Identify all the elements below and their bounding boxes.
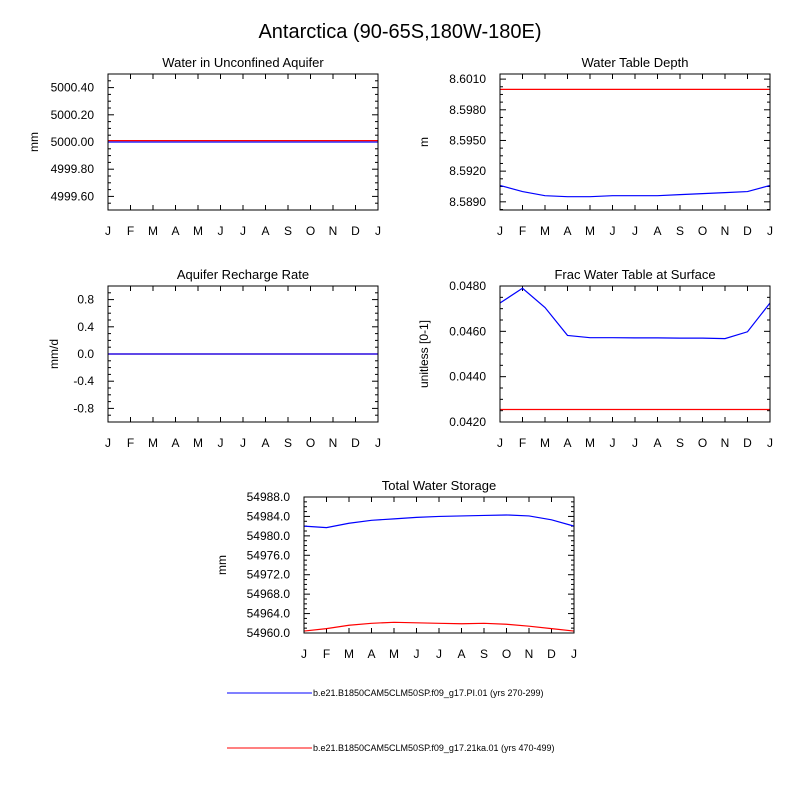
x-tick-label: O (305, 436, 316, 450)
y-tick-label: 8.6010 (449, 72, 486, 87)
x-tick-label: S (675, 224, 685, 238)
y-axis-label: m (417, 137, 431, 147)
series-line-blue (500, 185, 770, 196)
legend-entry (227, 743, 555, 753)
x-tick-label: J (571, 647, 577, 661)
x-tick-label: J (240, 224, 246, 238)
panel-frac-water-table-at-surface (417, 267, 773, 450)
chart-panels (27, 55, 773, 661)
y-tick-label: 8.5920 (449, 164, 486, 179)
y-tick-label: 4999.60 (50, 189, 94, 204)
x-tick-label: J (105, 224, 111, 238)
y-tick-label: 54960.0 (246, 626, 290, 640)
x-tick-label: A (653, 436, 662, 450)
y-tick-label: 54964.0 (246, 606, 290, 621)
panel-title: Total Water Storage (381, 478, 497, 493)
panel-title: Water in Unconfined Aquifer (162, 55, 324, 70)
y-tick-label: 4999.80 (50, 162, 94, 177)
x-tick-label: J (609, 436, 616, 450)
y-tick-label: -0.4 (73, 374, 94, 389)
y-tick-label: 5000.00 (50, 135, 94, 149)
x-tick-label: N (720, 436, 730, 450)
plot-frame (304, 497, 574, 633)
x-tick-label: M (148, 436, 158, 450)
y-tick-label: 54968.0 (246, 587, 290, 602)
y-tick-label: 5000.40 (50, 80, 94, 95)
x-tick-label: N (328, 436, 338, 450)
x-tick-label: M (585, 436, 595, 450)
x-tick-label: A (367, 647, 376, 661)
panel-title: Water Table Depth (581, 55, 689, 70)
x-tick-label: F (322, 647, 331, 661)
figure-title: Antarctica (90-65S,180W-180E) (258, 21, 542, 43)
y-tick-label: 54988.0 (246, 490, 290, 504)
x-tick-label: J (375, 224, 381, 238)
x-tick-label: J (375, 436, 381, 450)
x-tick-label: D (743, 436, 752, 450)
legend-entry (227, 688, 543, 698)
x-tick-label: J (767, 436, 773, 450)
x-tick-label: A (261, 436, 270, 450)
x-tick-label: S (283, 224, 293, 238)
legend (227, 688, 555, 753)
panel-title: Aquifer Recharge Rate (176, 267, 310, 282)
x-tick-label: N (720, 224, 730, 238)
y-tick-label: 0.4 (77, 319, 94, 334)
x-tick-label: N (328, 224, 338, 238)
x-tick-label: D (547, 647, 556, 661)
x-tick-label: A (171, 224, 180, 238)
y-tick-label: 0.0440 (449, 369, 486, 384)
panel-water-in-unconfined-aquifer (27, 55, 381, 238)
legend-label: b.e21.B1850CAM5CLM50SP.f09_g17.21ka.01 (yrs 470-499) (313, 743, 555, 753)
x-tick-label: S (675, 436, 685, 450)
y-axis-label: unitless [0-1] (417, 319, 431, 389)
plot-frame (500, 286, 770, 422)
x-tick-label: J (497, 224, 503, 238)
y-tick-label: 8.5980 (449, 102, 486, 117)
x-tick-label: D (351, 224, 360, 238)
y-axis-label: mm (27, 132, 41, 152)
y-tick-label: 5000.20 (50, 107, 94, 122)
x-tick-label: M (193, 436, 203, 450)
x-tick-label: J (632, 436, 638, 450)
x-tick-label: J (609, 224, 616, 238)
x-tick-label: D (351, 436, 360, 450)
y-tick-label: 8.5950 (449, 133, 486, 148)
panel-aquifer-recharge-rate (47, 267, 381, 450)
x-tick-label: S (283, 436, 293, 450)
x-tick-label: F (126, 224, 135, 238)
y-tick-label: 54972.0 (246, 567, 290, 582)
y-axis-label: mm (215, 555, 229, 575)
y-tick-label: 0.8 (77, 292, 94, 307)
x-tick-label: F (518, 436, 527, 450)
x-tick-label: A (457, 647, 466, 661)
x-tick-label: J (217, 224, 224, 238)
x-tick-label: A (171, 436, 180, 450)
y-tick-label: 54980.0 (246, 528, 290, 543)
panel-water-table-depth (417, 55, 773, 238)
x-tick-label: O (697, 436, 708, 450)
x-tick-label: M (540, 436, 550, 450)
x-tick-label: M (193, 224, 203, 238)
plot-frame (500, 74, 770, 210)
x-tick-label: J (217, 436, 224, 450)
x-tick-label: M (148, 224, 158, 238)
x-tick-label: J (413, 647, 420, 661)
x-tick-label: O (501, 647, 512, 661)
legend-label: b.e21.B1850CAM5CLM50SP.f09_g17.PI.01 (yrs 270-299) (313, 688, 544, 698)
x-tick-label: A (653, 224, 662, 238)
y-axis-label: mm/d (47, 339, 61, 369)
x-tick-label: J (767, 224, 773, 238)
x-tick-label: J (301, 647, 307, 661)
x-tick-label: M (344, 647, 354, 661)
series-line-blue (304, 515, 574, 528)
y-tick-label: 0.0420 (449, 415, 486, 429)
x-tick-label: F (518, 224, 527, 238)
y-tick-label: 0.0480 (449, 279, 486, 293)
x-tick-label: J (632, 224, 638, 238)
x-tick-label: N (524, 647, 534, 661)
x-tick-label: J (240, 436, 246, 450)
x-tick-label: M (585, 224, 595, 238)
y-tick-label: 0.0460 (449, 324, 486, 339)
x-tick-label: J (436, 647, 442, 661)
y-tick-label: 54976.0 (246, 548, 290, 563)
x-tick-label: O (697, 224, 708, 238)
x-tick-label: J (105, 436, 111, 450)
y-tick-label: 0.0 (77, 347, 94, 361)
y-tick-label: -0.8 (73, 401, 94, 416)
y-tick-label: 8.5890 (449, 194, 486, 209)
x-tick-label: J (497, 436, 503, 450)
x-tick-label: S (479, 647, 489, 661)
x-tick-label: A (563, 224, 572, 238)
panel-total-water-storage (215, 478, 577, 661)
x-tick-label: D (743, 224, 752, 238)
x-tick-label: O (305, 224, 316, 238)
x-tick-label: A (563, 436, 572, 450)
series-line-blue (500, 288, 770, 338)
x-tick-label: F (126, 436, 135, 450)
x-tick-label: M (389, 647, 399, 661)
x-tick-label: A (261, 224, 270, 238)
y-tick-label: 54984.0 (246, 509, 290, 524)
x-tick-label: M (540, 224, 550, 238)
panel-title: Frac Water Table at Surface (554, 267, 716, 282)
